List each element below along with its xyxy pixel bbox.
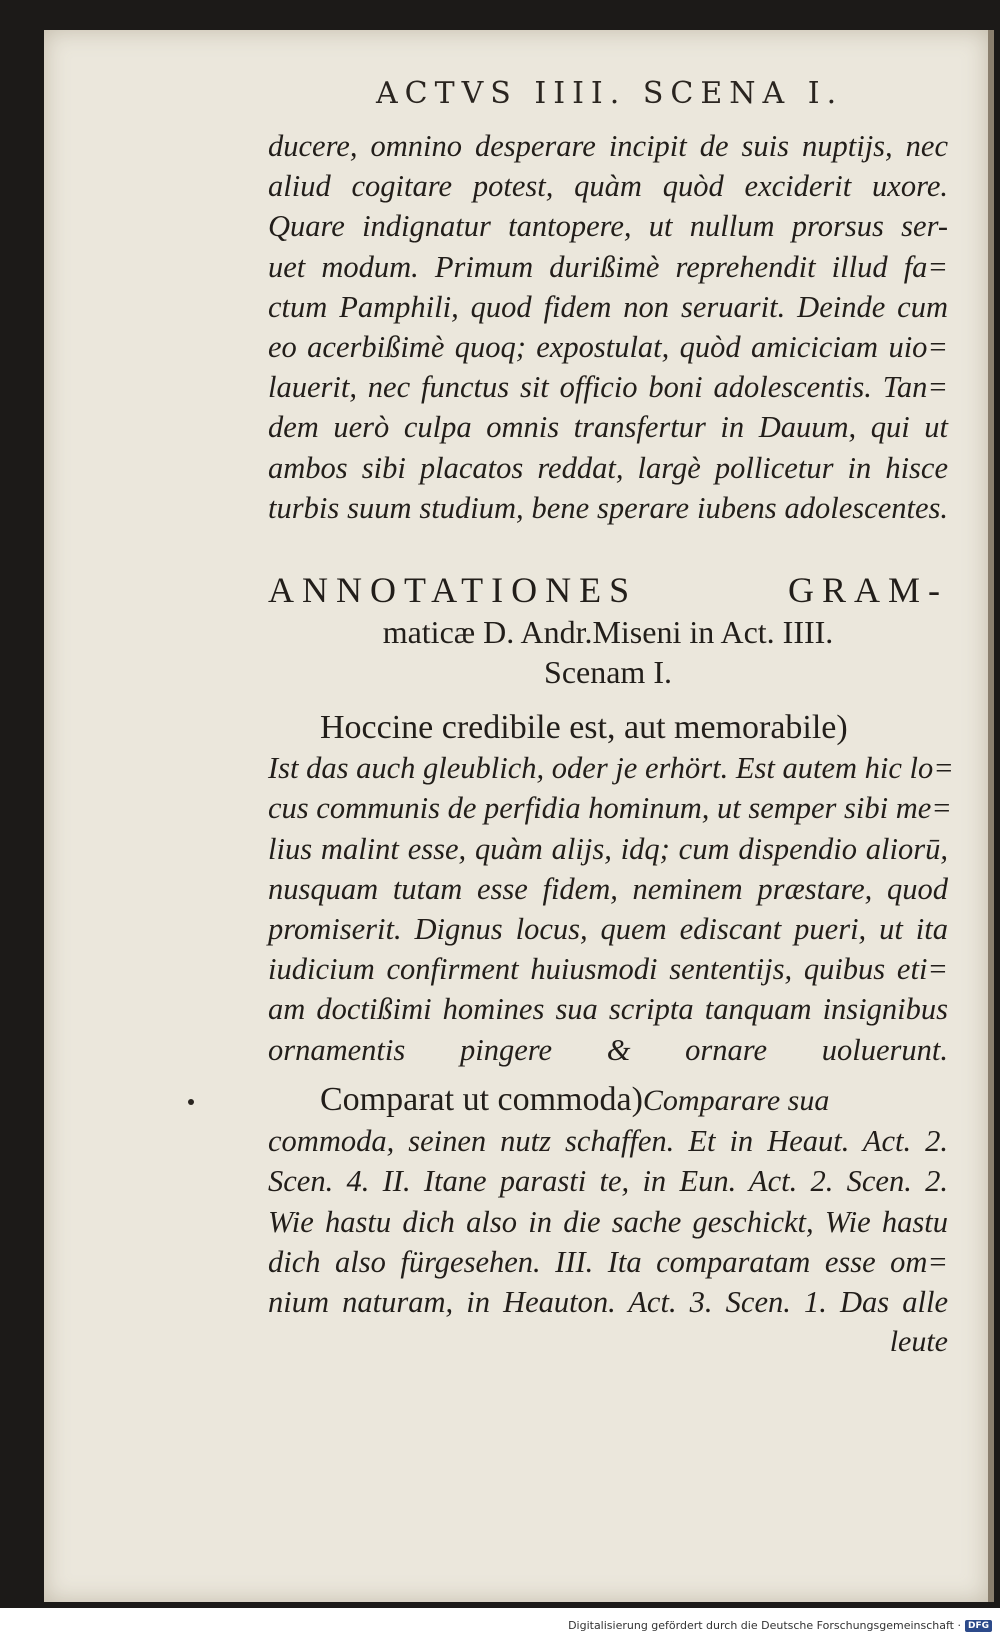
heading-line-2: maticæ D. Andr.Miseni in Act. IIII. xyxy=(382,614,834,650)
text-line: nusquam tutam esse fidem, neminem præstare, quod xyxy=(268,871,948,906)
running-head: ACTVS IIII. SCENA I. xyxy=(376,76,844,111)
text-line: ducere, omnino desperare incipit de suis nuptijs, nec xyxy=(268,129,948,163)
text-line: nium naturam, in Heauton. Act. 3. Scen. 1. Das alle xyxy=(268,1285,948,1320)
catchword: leute xyxy=(889,1325,948,1359)
text-line: aliud cogitare potest, quàm quòd exciderit uxore. xyxy=(268,169,948,204)
footer-text: Digitalisierung gefördert durch die Deutsche Forschungsgemeinschaft · xyxy=(568,1619,961,1632)
text-line: Ist das auch gleublich, oder je erhört. Est autem hic lo= xyxy=(268,751,954,786)
text-line: iudicium confirment huiusmodi sententijs, quibus eti= xyxy=(268,952,948,987)
text-line: promiserit. Dignus locus, quem ediscant pueri, ut ita xyxy=(268,912,948,947)
annotation-hoccine xyxy=(268,708,954,1070)
footer-credit xyxy=(568,1619,992,1632)
section-heading xyxy=(268,568,948,692)
text-line: dich also fürgesehen. III. Ita comparatam esse om= xyxy=(268,1244,948,1279)
text-line: cus communis de perfidia hominum, ut semper sibi me= xyxy=(268,791,952,826)
text-line: dem uerò culpa omnis transfertur in Dauum, qui ut xyxy=(268,410,948,445)
lemma-text: Hoccine credibile est, aut memorabile) xyxy=(320,709,848,746)
text-line: uet modum. Primum durißimè reprehendit illud fa= xyxy=(268,249,948,284)
text-line: lauerit, nec functus sit officio boni adolescentis. Tan= xyxy=(268,370,948,405)
text-line: Quare indignatur tantopere, ut nullum prorsus ser- xyxy=(268,209,948,244)
ink-dot xyxy=(188,1099,194,1105)
text-line: turbis suum studium, bene sperare iubens adolescentes. xyxy=(268,490,948,525)
text-line: Wie hastu dich also in die sache geschickt, Wie hastu xyxy=(268,1204,948,1239)
heading-line-3: Scenam I. xyxy=(544,654,672,690)
annotation-lemma xyxy=(268,1080,948,1121)
lemma-text: Comparat ut commoda) xyxy=(320,1081,643,1118)
text-line: am doctißimi homines sua scripta tanquam insignibus xyxy=(268,992,948,1027)
text-line: ambos sibi placatos reddat, largè pollicetur in hisce xyxy=(268,450,948,485)
page-edge xyxy=(988,30,994,1602)
text-line: lius malint esse, quàm alijs, idq; cum dispendio aliorū, xyxy=(268,831,948,866)
text-line: ctum Pamphili, quod fidem non seruarit. Deinde cum xyxy=(268,289,948,324)
annotation-lemma xyxy=(268,708,948,748)
dfg-logo: DFG xyxy=(965,1620,992,1632)
annotation-comparat xyxy=(268,1080,948,1362)
text-line: Scen. 4. II. Itane parasti te, in Eun. Act. 2. Scen. 2. xyxy=(268,1164,948,1199)
text-line: eo acerbißimè quoq; expostulat, quòd amiciciam uio= xyxy=(268,330,948,365)
heading-line-1: ANNOTATIONES GRAM- xyxy=(268,570,948,610)
text-line: ornamentis pingere & ornare uoluerunt. xyxy=(268,1032,948,1067)
text-line: commoda, seinen nutz schaffen. Et in Heaut. Act. 2. xyxy=(268,1124,948,1159)
paragraph-summary xyxy=(268,126,948,528)
lemma-continuation: Comparare sua xyxy=(642,1084,830,1117)
